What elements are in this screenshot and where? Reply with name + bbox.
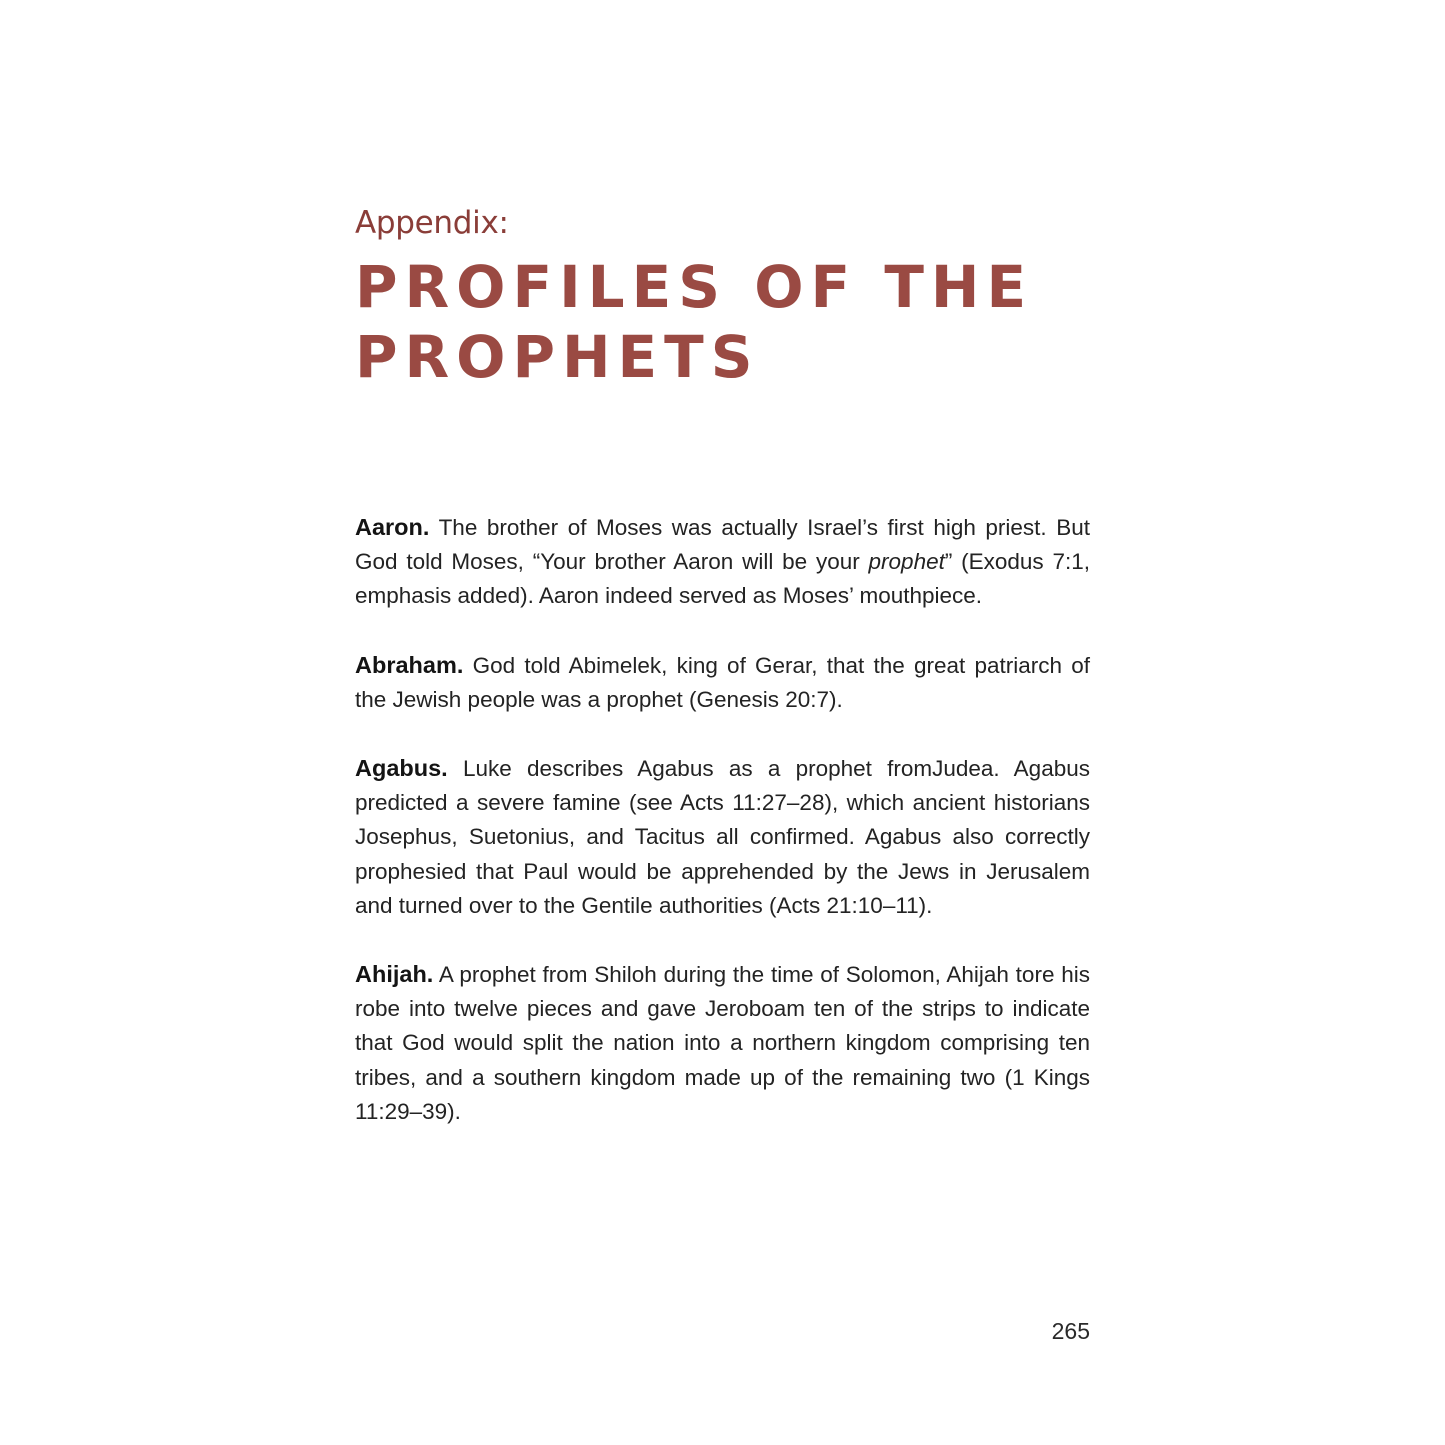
chapter-title-line-1: PROFILES OF THE (355, 253, 1034, 321)
entry-text: A prophet from Shiloh during the time of Solomon, Ahijah tore his robe into twelve pieces and gave Jeroboam ten of the strips to indicate that God would split the nation into a northern kingdom comprising ten tribes, and a southern kingdom made up of the remaining two (1 Kings 11:29–39). (355, 962, 1090, 1124)
entry-text: God told Abimelek, king of Gerar, that the great patriarch of the Jewish people was a prophet (Genesis 20:7). (355, 652, 1090, 712)
entry-abraham (355, 648, 1090, 717)
entry-name: Ahijah. (355, 961, 434, 988)
prophet-entries (355, 510, 1090, 1163)
page-number: 265 (1051, 1318, 1090, 1344)
entry-text: ” (Exodus 7:1, emphasis added). Aaron indeed served as Moses’ mouthpiece. (355, 549, 1090, 609)
chapter-title-line-2: PROPHETS (355, 323, 760, 391)
chapter-heading (355, 200, 1095, 392)
entry-name: Aaron. (355, 514, 430, 540)
entry-ahijah (355, 957, 1090, 1129)
entry-emphasis: prophet (868, 549, 945, 575)
entry-name: Agabus. (355, 755, 448, 782)
entry-text: The brother of Moses was actually Israel’s first high priest. But God told Moses, “Your brother Aaron will be your (355, 515, 1090, 575)
entry-text: Luke describes Agabus as a prophet fromJudea. Agabus predicted a severe famine (see Acts 11:27–28), which ancient historians Josephus, Suetonius, and Tacitus all confirmed. Agabus also correctly prophesied that Paul would be apprehended by the Jews in Jerusalem and turned over to the Gentile authorities (Acts 21:10–11). (355, 756, 1090, 918)
entry-name: Abraham. (355, 651, 464, 678)
entry-aaron (355, 510, 1090, 614)
entry-agabus (355, 751, 1090, 923)
chapter-title (355, 252, 1095, 392)
appendix-label: Appendix: (355, 205, 509, 241)
